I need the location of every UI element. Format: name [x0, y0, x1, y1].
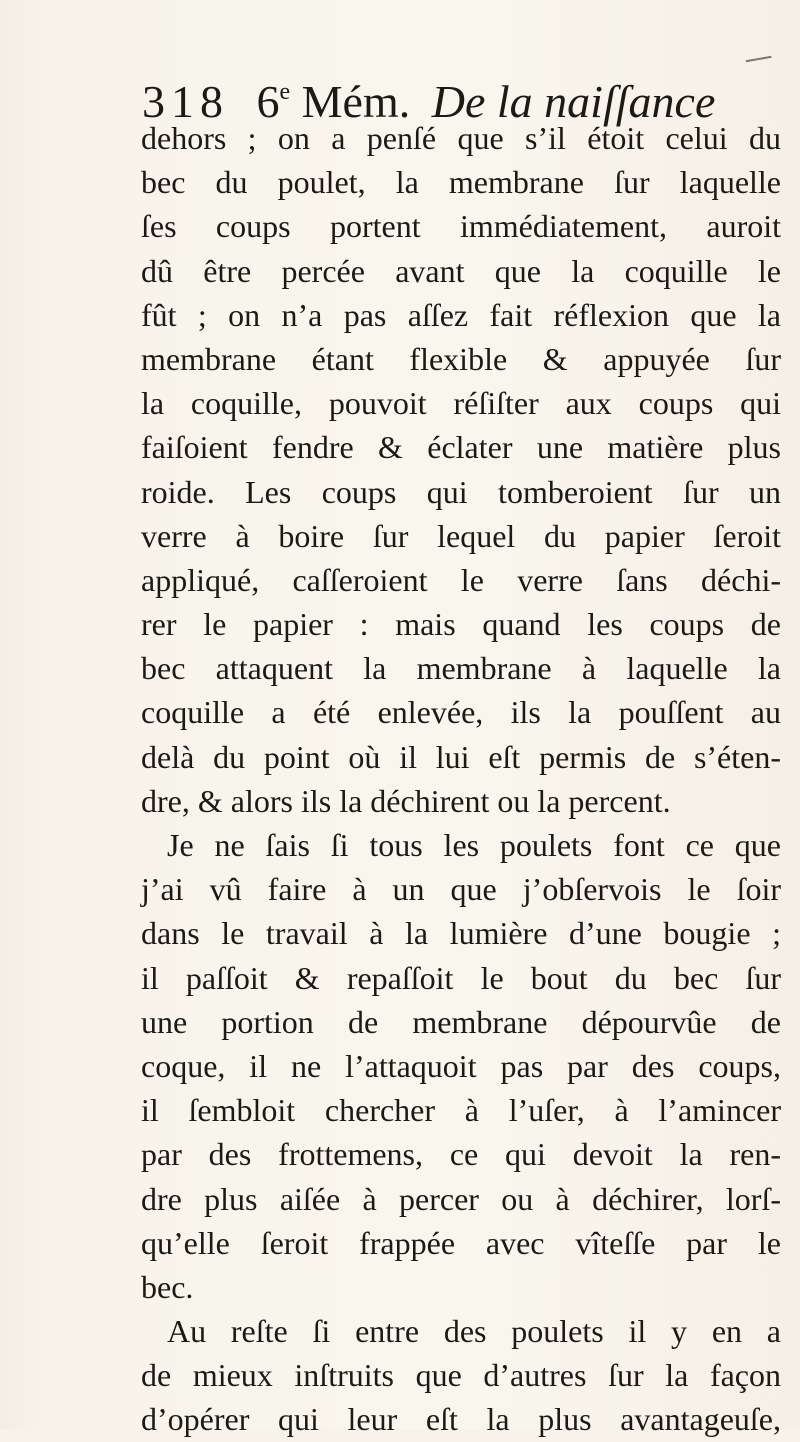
text-line: par des frottemens, ce qui devoit la ren-	[141, 1136, 781, 1173]
text-line: bec.	[141, 1268, 194, 1305]
memoir-number: 6e Mém.	[256, 76, 411, 127]
text-line: fût ; on n’a pas aſſez fait réflexion que la	[141, 296, 781, 333]
text-line: faiſoient fendre & éclater une matière plus	[141, 429, 781, 466]
page-number: 318	[142, 76, 229, 127]
text-line: dre plus aiſée à percer ou à déchirer, lorſ-	[141, 1180, 781, 1217]
text-line: dre, & alors ils la déchirent ou la percent.	[141, 782, 671, 819]
running-head	[142, 62, 782, 127]
text-line: la coquille, pouvoit réſiſter aux coups qui	[141, 385, 781, 422]
text-line: dans le travail à la lumière d’une bougie ;	[141, 915, 781, 952]
paragraph-start-line: Au reſte ſi entre des poulets il y en a	[167, 1313, 781, 1350]
text-line: roide. Les coups qui tomberoient ſur un	[141, 473, 781, 510]
text-line: ſes coups portent immédiatement, auroit	[141, 208, 781, 245]
text-line: bec du poulet, la membrane ſur laquelle	[141, 164, 781, 201]
text-line: membrane étant flexible & appuyée ſur	[141, 340, 781, 377]
text-line: qu’elle ſeroit frappée avec vîteſſe par le	[141, 1224, 781, 1261]
paragraph-start-line: Je ne ſais ſi tous les poulets font ce que	[167, 827, 781, 863]
body-text	[141, 116, 781, 1442]
running-title: De la naiſſance	[431, 76, 716, 127]
text-line: delà du point où il lui eſt permis de s’éten-	[141, 738, 781, 775]
text-line: coque, il ne l’attaquoit pas par des coups,	[141, 1047, 781, 1084]
text-line: rer le papier : mais quand les coups de	[141, 606, 781, 643]
text-line: bec attaquent la membrane à laquelle la	[141, 650, 781, 687]
text-line: d’opérer qui leur eſt la plus avantageuſe,	[141, 1401, 781, 1438]
text-line: appliqué, caſſeroient le verre ſans déchi-	[141, 561, 781, 598]
text-line: une portion de membrane dépourvûe de	[141, 1003, 781, 1040]
text-line: coquille a été enlevée, ils la pouſſent au	[141, 694, 781, 731]
text-line: dehors ; on a penſé que s’il étoit celui du	[141, 120, 781, 156]
text-line: j’ai vû faire à un que j’obſervois le ſoir	[141, 871, 781, 908]
text-line: verre à boire ſur lequel du papier ſeroit	[141, 517, 781, 554]
text-line: de mieux inſtruits que d’autres ſur la façon	[141, 1357, 781, 1394]
text-line: dû être percée avant que la coquille le	[141, 252, 781, 289]
text-line: il ſembloit chercher à l’uſer, à l’amincer	[141, 1092, 781, 1129]
text-line: il paſſoit & repaſſoit le bout du bec ſur	[141, 959, 781, 996]
